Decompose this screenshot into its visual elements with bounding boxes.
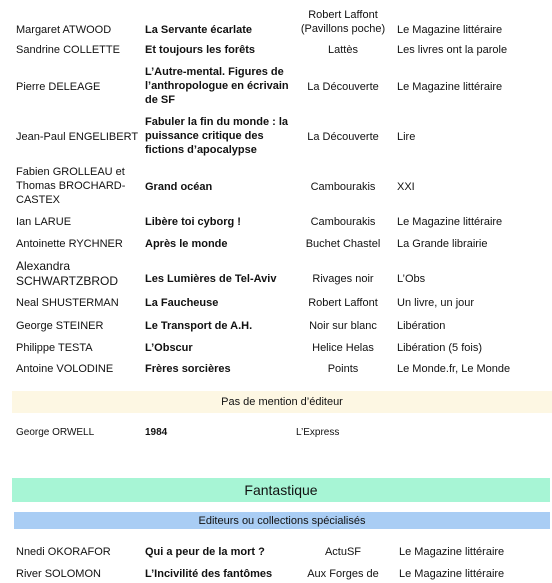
table-row [0, 257, 552, 293]
author-cell: River SOLOMON [16, 568, 101, 580]
media-cell: L’Obs [397, 273, 426, 285]
title-cell: La Faucheuse [145, 297, 219, 309]
title-cell: La Servante écarlate [145, 24, 253, 36]
author-cell: George STEINER [16, 320, 104, 332]
media-cell: Libération (5 fois) [397, 342, 482, 354]
author-cell: Ian LARUE [16, 216, 72, 228]
table-row [0, 542, 552, 562]
publisher-cell: Buchet Chastel [305, 238, 381, 250]
title-cell: L’Incivilité des fantômes [145, 568, 273, 580]
title-cell: Et toujours les forêts [145, 44, 256, 56]
table-row [0, 338, 552, 358]
media-cell: La Grande librairie [397, 238, 488, 250]
title-cell: 1984 [145, 427, 168, 438]
section-header-fantastique [12, 478, 550, 502]
media-cell: Le Magazine littéraire [397, 81, 503, 93]
media-cell: Le Magazine littéraire [397, 216, 503, 228]
table-row [0, 114, 552, 164]
media-cell: Un livre, un jour [397, 297, 475, 309]
author-cell: Antoinette RYCHNER [16, 238, 123, 250]
author-cell: Alexandra SCHWARTZBROD [16, 259, 118, 288]
table-row [0, 6, 552, 42]
author-cell: George ORWELL [16, 427, 95, 438]
author-cell: Sandrine COLLETTE [16, 44, 120, 56]
title-cell: Qui a peur de la mort ? [145, 546, 265, 558]
author-cell: Jean-Paul ENGELIBERT [16, 131, 139, 143]
table-row [0, 564, 552, 583]
subsection-title: Editeurs ou collections spécialisés [198, 514, 366, 527]
table-row [0, 42, 552, 62]
table-row [0, 213, 552, 233]
publisher-cell: ActuSF [324, 546, 362, 558]
title-cell: Frères sorcières [145, 363, 231, 375]
publisher-cell: Helice Helas [312, 342, 374, 354]
author-cell: Nnedi OKORAFOR [16, 546, 111, 558]
author-cell: Pierre DELEAGE [16, 81, 101, 93]
table-row [0, 234, 552, 256]
title-cell: Après le monde [145, 238, 228, 250]
media-cell: Le Magazine littéraire [399, 546, 505, 558]
publisher-cell: Points [327, 363, 359, 375]
publisher-cell: Cambourakis [310, 181, 376, 193]
author-cell: Fabien GROLLEAU et Thomas BROCHARD-CASTEX [16, 166, 126, 206]
publisher-cell: La Découverte [307, 81, 379, 93]
publisher-cell: Robert Laffont [308, 297, 378, 309]
title-cell: L’Obscur [145, 342, 193, 354]
publisher-cell: Noir sur blanc [309, 320, 377, 332]
media-cell: Le Magazine littéraire [399, 568, 505, 580]
author-cell: Philippe TESTA [16, 342, 93, 354]
title-cell: Grand océan [145, 181, 213, 193]
media-cell: Le Magazine littéraire [397, 24, 503, 36]
media-cell: L’Express [296, 427, 340, 438]
no-publisher-header [12, 391, 552, 413]
media-cell: Le Monde.fr, Le Monde [397, 363, 511, 375]
table-row [0, 294, 552, 314]
author-cell: Margaret ATWOOD [16, 24, 112, 36]
publisher-cell: Rivages noir [312, 273, 374, 285]
title-cell: Les Lumières de Tel-Aviv [145, 273, 277, 285]
title-cell: Libère toi cyborg ! [145, 216, 241, 228]
table-row [0, 164, 552, 212]
section-title: Fantastique [244, 482, 318, 498]
title-cell: Le Transport de A.H. [145, 320, 253, 332]
author-cell: Antoine VOLODINE [16, 363, 114, 375]
media-cell: XXI [397, 181, 415, 193]
media-cell: Libération [397, 320, 446, 332]
title-cell: L’Autre-mental. Figures de l’anthropologue en écrivain de SF [145, 66, 289, 106]
publisher-cell: Lattès [328, 44, 358, 56]
media-cell: Lire [397, 131, 416, 143]
table-row [0, 424, 552, 442]
subsection-header-editeurs [14, 512, 550, 529]
table-row [0, 359, 552, 379]
no-publisher-label: Pas de mention d’éditeur [221, 396, 343, 408]
publisher-cell: Aux Forges de [307, 568, 379, 580]
table-row [0, 316, 552, 336]
publisher-cell: Robert Laffont (Pavillons poche) [300, 9, 386, 35]
media-cell: Les livres ont la parole [397, 44, 508, 56]
title-cell: Fabuler la fin du monde : la puissance critique des fictions d’apocalypse [145, 116, 289, 156]
table-row [0, 63, 552, 113]
publisher-cell: La Découverte [307, 131, 379, 143]
author-cell: Neal SHUSTERMAN [16, 297, 119, 309]
publisher-cell: Cambourakis [310, 216, 376, 228]
